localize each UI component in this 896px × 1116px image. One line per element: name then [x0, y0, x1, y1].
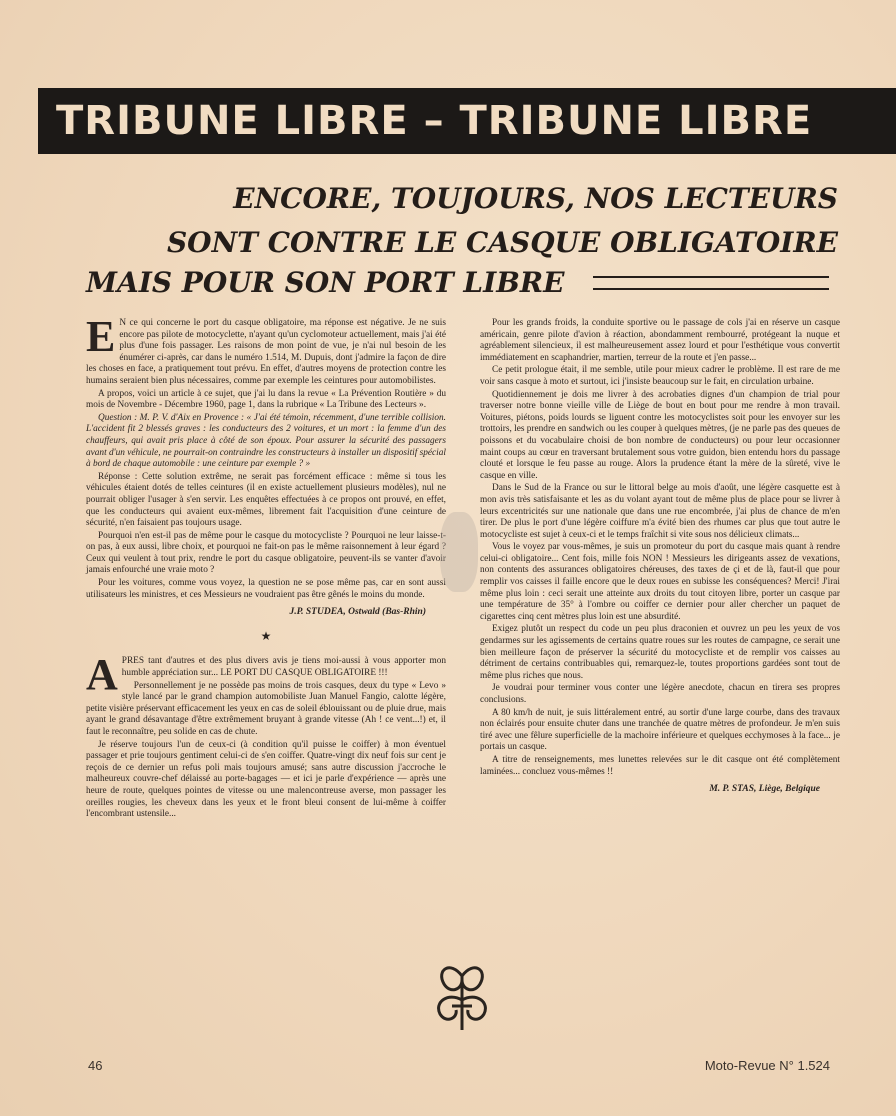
drop-cap: E — [86, 312, 116, 361]
column-left — [86, 312, 446, 822]
headline-line-3: MAIS POUR SON PORT LIBRE — [86, 266, 565, 299]
headline-line-1: ENCORE, TOUJOURS, NOS LECTEURS — [233, 182, 838, 215]
banner-title: TRIBUNE LIBRE – TRIBUNE LIBRE — [56, 98, 813, 144]
letter1-paragraph: Pourquoi n'en est-il pas de même pour le casque du motocycliste ? Pourquoi ne leur laisse-t-on pas, à eux aussi, libre choix, et pourquoi ne fait-on pas le même raisonnement à leur égard ? Ceux qui veulent à tout prix, rendre le port du casque obligatoire, peuvent-ils se vanter d'avoir jamais enfourché une vraie moto ? — [86, 530, 446, 576]
letter1-signature: J.P. STUDEA, Ostwald (Bas-Rhin) — [289, 607, 426, 618]
column-right — [480, 318, 840, 802]
letter1-paragraph: A propos, voici un article à ce sujet, que j'ai lu dans la revue « La Prévention Routière » du mois de Novembre - Décembre 1960, page 1, dans la rubrique « La Tribune des Lecteurs ». — [86, 388, 446, 411]
letter1-paragraph: Pour les voitures, comme vous voyez, la question ne se pose même pas, car en sont aussi utilisateurs les ministres, et ces Messieurs ne voudraient pas être gênés le moins du monde. — [86, 578, 446, 600]
headline-rule-bottom — [593, 288, 829, 290]
section-banner — [38, 88, 896, 154]
page-number: 46 — [88, 1058, 103, 1073]
letter2-paragraph: Vous le voyez par vous-mêmes, je suis un promoteur du port du casque mais quant à rendre celui-ci obligatoire... Cent fois, mille fois NON ! Messieurs les dirigeants assez de vexations, non contents des assurances obligatoires chéreuses, des taxes de çi et de là, faut-il que pour remplir vos caisses il faille encore que le deux roues en subisse les conséquences? Merci! J'irai même plus loin : ceci serait une atteinte aux droits du tout citoyen libre, porter un casque par une température de 35° à l'ombre ou coiffer ce dernier pour aller chercher un paquet de cigarettes cinq cent mètres plus loin est une absurdité. — [480, 542, 840, 622]
letter2-paragraph: Dans le Sud de la France ou sur le littoral belge au mois d'août, une légère casquette est à mon avis très satisfaisante et les as du volant ayant tout de même plus de place pour se livrer à leurs excentricités sur une nationale que dans une rue encombrée, j'ai plus de chance de m'en tirer. De plus le port d'une légère coiffure m'a évité bien des rhumes car plus que tout autre le motocycliste est sujet à ceux-ci et le temps fraîchit si vite sous nos délicieux climats... — [480, 483, 840, 540]
letter2-signature: M. P. STAS, Liège, Belgique — [709, 784, 820, 795]
letter2-paragraph: Personnellement je ne possède pas moins de trois casques, deux du type « Levo » style lancé par le grand champion automobiliste Juan Manuel Fangio, calotte légère, petite visière préservant efficacement les yeux en cas de soleil éblouissant ou de pluie drue, mais ayant le grand désavantage d'être extrêmement bruyant à grande vitesse (Ah ! ce vent...!) et, il faut le reconnaître, peu solide en cas de chute. — [86, 680, 446, 737]
letter2-paragraph: Quotidiennement je dois me livrer à des acrobaties dignes d'un champion de trial pour traverser notre bonne vieille ville de Liège de bout en bout pour me rendre à mon travail. Voitures, piétons, poids lourds se liguent contre les motocyclistes soit pour les envoyer sur les trottoirs, les prendre en sandwich ou les couper à quelques mètres, (je ne parle pas des queues de poissons et du vocabulaire choisi de bon nombre de conducteurs) ou pour leur occasionner maint coups au cœur en traversant brutalement sous votre guidon, bien entendu hors du passage clouté et lorsque le feu passe au rouge. Alors la prudence étant la mère de la sûreté, vive le casque en ville. — [480, 389, 840, 481]
letter2-paragraph: Exigez plutôt un respect du code un peu plus draconien et ouvrez un peu les yeux de vos gendarmes sur les agissements de certains quatre roues sur les routes de campagne, ce serait une bien meilleure façon de préserver la sécurité du motocycliste et de remplir vos caisses au détriment de certains contribuables qui, remarquez-le, toutes proportions gardées sont tout de même plus riches que nous. — [480, 624, 840, 681]
letter2-paragraph: Ce petit prologue était, il me semble, utile pour mieux cadrer le problème. Il est rare de me voir sans casque à moto et surtout, ici j'insiste beaucoup sur le fait, en circulation urbaine. — [480, 365, 840, 387]
letter1-paragraph: Réponse : Cette solution extrême, ne serait pas forcément efficace : même si tous les véhicules étaient dotés de telles ceintures (il en existe actuellement plusieurs modèles), nul ne pourrait obliger l'usager à s'en servir. Les enquêtes effectuées à ce propos ont prouvé, en effet, que les conducteurs qui avaient eux-mêmes, librement fait l'acquisition d'une ceinture de sécurité, n'en faisaient pas toujours usage. — [86, 471, 446, 529]
headline-line-2: SONT CONTRE LE CASQUE OBLIGATOIRE — [166, 226, 838, 259]
headline-rule-top — [593, 276, 829, 278]
fleur-ornament-icon — [430, 956, 494, 1034]
letter1-paragraph: E N ce qui concerne le port du casque obligatoire, ma réponse est négative. Je ne suis encore pas pilote de motocyclette, n'ayant qu'un cyclomoteur actuellement, mais j'ai été plus d'une fois passager. Les raisons de mon point de vue, je n'ai nul besoin de les énumérer ci-après, car dans le numéro 1.514, M. Dupuis, dont j'admire la façon de dire les choses en face, a pratiquement tout prévu. En effet, d'autres moyens de protection contre les humains seraient bien plus nécessaires, comme par exemple les ceintures pour automobilistes. — [86, 312, 446, 386]
star-separator: ★ — [260, 628, 272, 643]
letter2-paragraph: A titre de renseignements, mes lunettes relevées sur le dit casque ont été complètement laminées... concluez vous-mêmes !! — [480, 754, 840, 777]
letter2-paragraph: APRES tant d'autres et des plus divers avis je tiens moi-aussi à vous apporter mon humble appréciation sur... LE PORT DU CASQUE OBLIGATOIRE !!! — [86, 650, 446, 700]
letter2-paragraph: Pour les grands froids, la conduite sportive ou le passage de cols j'ai en réserve un casque américain, genre pilote d'avion à réaction, abondamment rembourré, protégeant la nuque et agréablement silencieux, il est malheureusement assez lourd et pour l'esthétique vous convertit immédiatement en scaphandrier, martien, terreur de la route et j'en passe... — [480, 318, 840, 363]
paper-stain — [440, 512, 478, 592]
letter2-paragraph: Je voudrai pour terminer vous conter une légère anecdote, chacun en tirera ses propres conclusions. — [480, 683, 840, 705]
drop-cap: A — [86, 650, 118, 700]
letter1-paragraph: Question : M. P. V. d'Aix en Provence : « J'ai été témoin, récemment, d'une terrible collision. L'accident fit 2 blessés graves : les conducteurs des 2 voitures, et un mort : la femme d'un des chauffeurs, qui avait pris place à côté de son époux. Pour assurer la sécurité des passagers avant d'un véhicule, ne pourrait-on contraindre les constructeurs à installer un dispositif spécial à bord de chaque automobile : une ceinture par exemple ? » — [86, 412, 446, 470]
magazine-folio: Moto-Revue N° 1.524 — [704, 1058, 830, 1073]
letter2-paragraph: A 80 km/h de nuit, je suis littéralement entré, au sortir d'une large courbe, dans des travaux non éclairés pour ensuite chuter dans une tranchée de quatre mètres de profondeur. Je m'en suis tiré avec une fêlure superficielle de la machoire inférieure et quelques ecchymoses à la face... je portais un casque. — [480, 707, 840, 753]
letter2-paragraph: Je réserve toujours l'un de ceux-ci (à condition qu'il puisse le coiffer) à mon éventuel passager et prie toujours gentiment celui-ci de s'en coiffer. Quatre-vingt dix neuf fois sur cent je reçois de ce dernier un refus poli mais toujours amusé; sans autre discussion j'accroche le malheureux couvre-chef délaissé au porte-bagages — et ici je parle d'expérience — après une heure de route, quelques pointes de vitesse ou une malencontreuse averse, mon passager les oreilles rougies, les cheveux dans les yeux et le front bleui consent de lui-même à coiffer l'encombrant ustensile... — [86, 739, 446, 820]
